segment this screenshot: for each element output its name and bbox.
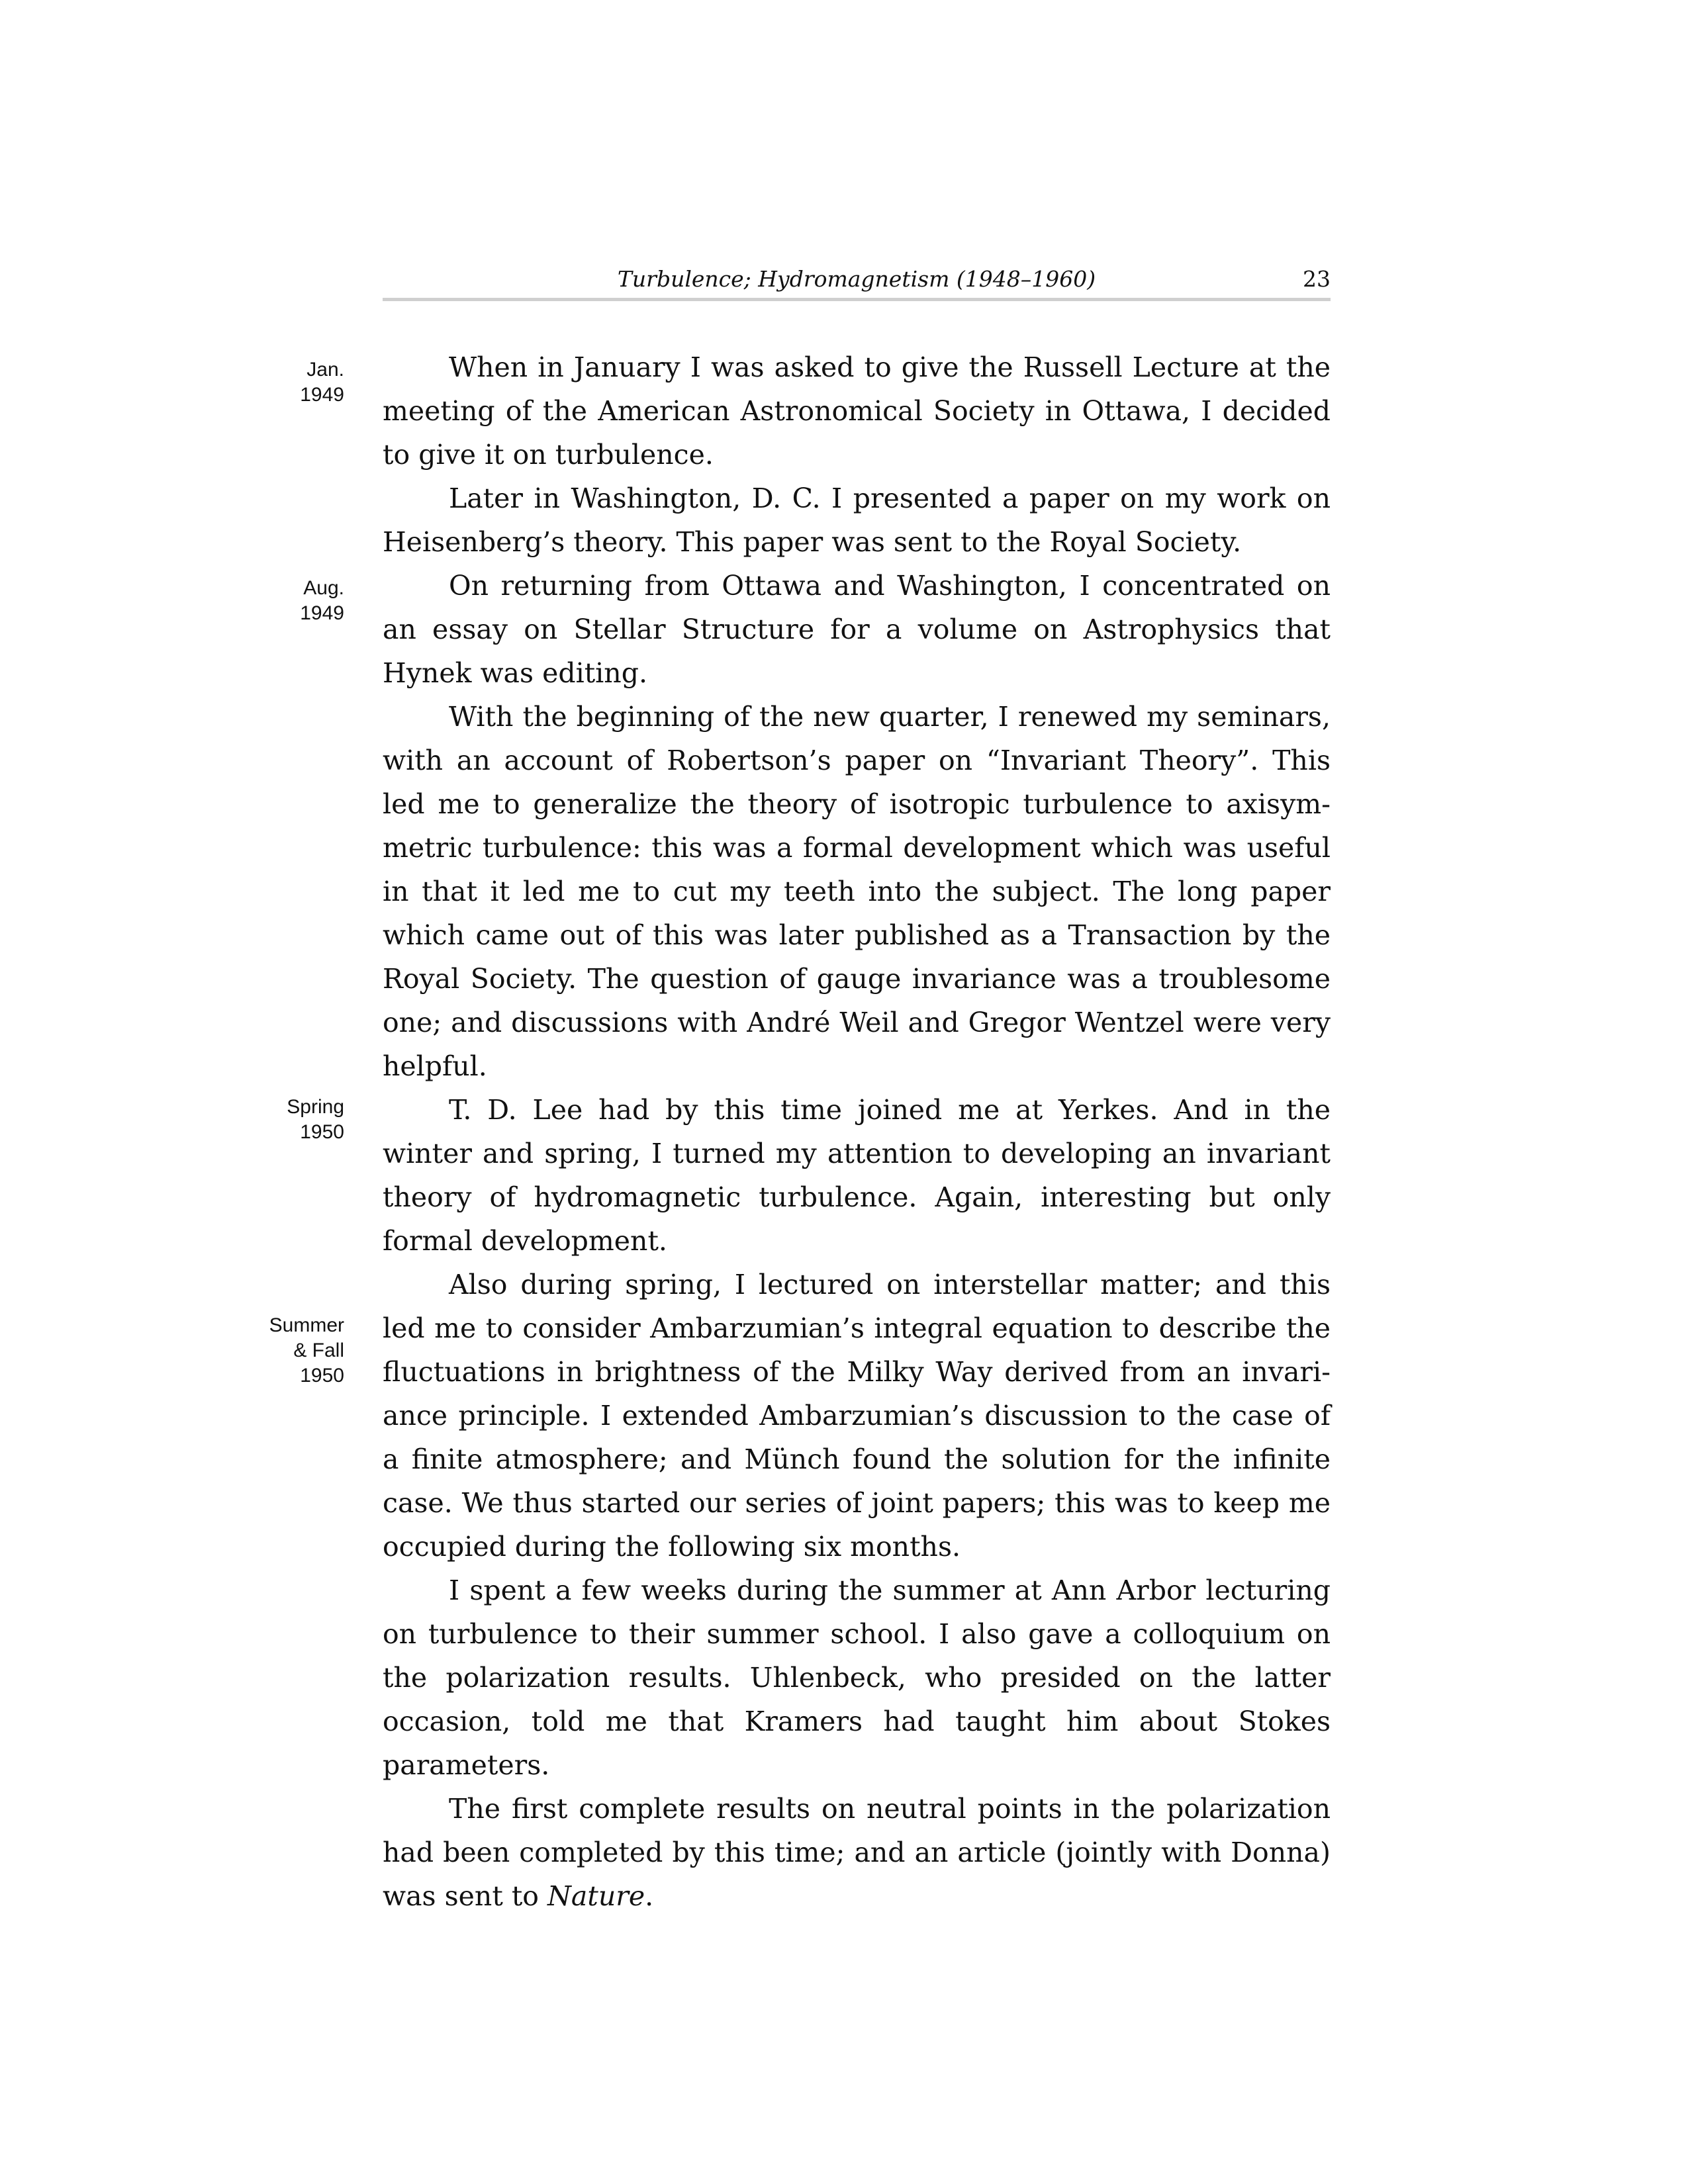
margin-note-spring-1950 (238, 1095, 344, 1145)
margin-note-line: & Fall (293, 1340, 344, 1361)
paragraph: I spent a few weeks during the summer at Ann Arbor lecturing on turbulence to their summer school. I also gave a colloquium on the polarization results. Uhlenbeck, who presided on the latter occasion, told me that Kramers had taught him about Stokes parameters. (383, 1574, 1331, 1781)
margin-note-line: Spring (287, 1096, 344, 1118)
running-head-title: Turbulence; Hydromagnetism (1948–1960) (617, 266, 1096, 292)
margin-note-aug-1949 (238, 576, 344, 626)
paragraph-end: . (645, 1880, 654, 1912)
margin-note-line: Summer (269, 1314, 344, 1336)
paragraph: T. D. Lee had by this time joined me at Yerkes. And in the winter and spring, I turned my attention to developing an invariant theory of hydromagnetic turbulence. Again, interesting but only formal development. (383, 1094, 1331, 1257)
paragraph: Also during spring, I lectured on interstellar matter; and this led me to consider Ambarzumian’s integral equation to describe the fluctuations in brightness of the Milky Way derived from an invariance principle. I extended Ambarzumian’s discussion to the case of a finite atmosphere; and Münch found the solution for the infinite case. We thus started our series of joint papers; this was to keep me occupied during the following six months. (383, 1269, 1331, 1563)
paragraph: On returning from Ottawa and Washington, I concentrated on an essay on Stellar Structure for a volume on Astrophysics that Hynek was editing. (383, 570, 1331, 689)
margin-note-line: 1949 (300, 384, 344, 406)
paragraph: When in January I was asked to give the Russell Lecture at the meeting of the American Astronomical Society in Ottawa, I decided to give it on turbulence. (383, 351, 1331, 471)
margin-note-line: 1950 (300, 1365, 344, 1387)
paragraph-last (383, 1787, 1331, 1918)
journal-title: Nature (547, 1880, 645, 1912)
body-text (383, 345, 1331, 1918)
margin-note-line: Aug. (303, 577, 344, 599)
margin-note-jan-1949 (238, 357, 344, 408)
margin-note-line: 1949 (300, 602, 344, 624)
margin-note-summer-fall-1950 (238, 1313, 344, 1388)
paragraph: Later in Washington, D. C. I presented a paper on my work on Heisenberg’s theory. This paper was sent to the Royal Society. (383, 482, 1331, 558)
page-number: 23 (1303, 266, 1331, 292)
paragraph: With the beginning of the new quarter, I renewed my seminars, with an account of Robertson’s paper on “Invariant Theory”. This led me to generalize the theory of isotropic turbulence to axisymmetric turbulence: this was a formal development which was useful in that it led me to cut my teeth into the subject. The long paper which came out of this was later published as a Transaction by the Royal Society. The question of gauge invariance was a troublesome one; and discussions with André Weil and Gregor Wentzel were very helpful. (383, 701, 1331, 1082)
running-header (383, 266, 1331, 301)
margin-note-line: Jan. (306, 359, 344, 381)
paragraph-text: The first complete results on neutral points in the polarization had been completed by this time; and an article (jointly with Donna) was sent to (383, 1793, 1331, 1912)
margin-note-line: 1950 (300, 1121, 344, 1143)
